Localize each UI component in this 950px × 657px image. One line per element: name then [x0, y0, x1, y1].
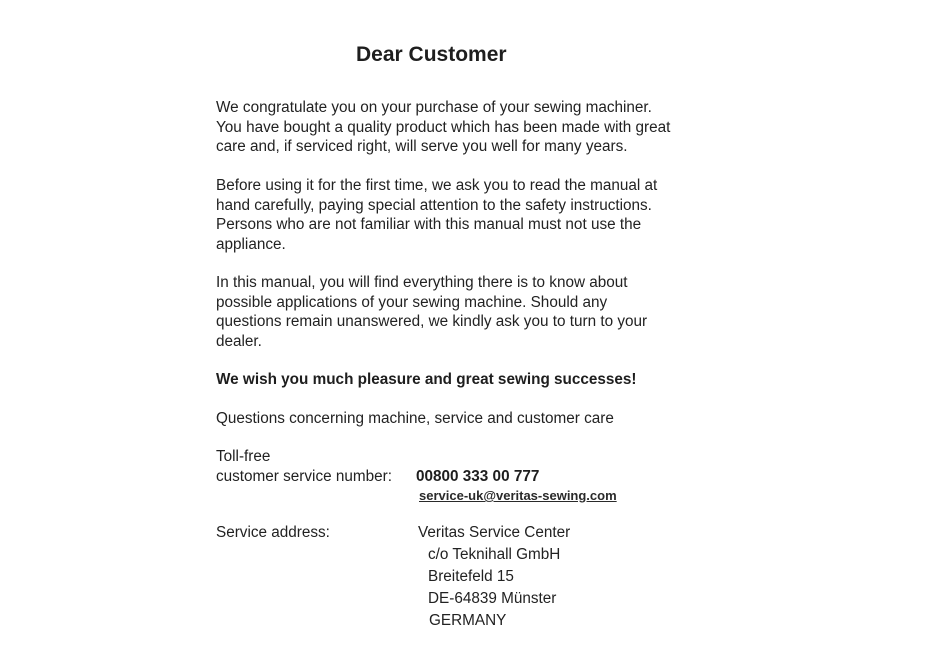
paragraph-line: Persons who are not familiar with this manual must not use the — [216, 216, 642, 233]
paragraph-line: Before using it for the first time, we ask you to read the manual at — [216, 177, 658, 194]
paragraph-line: In this manual, you will find everything there is to know about — [216, 274, 628, 291]
address-line: c/o Teknihall GmbH — [428, 546, 561, 563]
paragraph-line: possible applications of your sewing machine. Should any — [216, 293, 608, 311]
paragraph-line: We congratulate you on your purchase of your sewing machiner. — [216, 99, 652, 116]
paragraph-line: You have bought a quality product which has been made with great — [216, 118, 671, 136]
manual-instructions-paragraph — [216, 176, 726, 254]
intro-paragraph — [216, 98, 726, 157]
paragraph-line: questions remain unanswered, we kindly ask you to turn to your — [216, 313, 648, 330]
page-title: Dear Customer — [356, 43, 507, 66]
paragraph-line: dealer. — [216, 332, 262, 350]
wish-statement: We wish you much pleasure and great sewing successes! — [216, 371, 637, 388]
service-number-label: customer service number: — [216, 468, 392, 485]
toll-free-label: Toll-free — [216, 448, 271, 465]
paragraph-line: appliance. — [216, 235, 286, 253]
address-line: DE-64839 Münster — [428, 590, 557, 607]
paragraph-line: hand carefully, paying special attention to the safety instructions. — [216, 196, 652, 214]
manual-contents-paragraph — [216, 273, 726, 351]
service-address-label: Service address: — [216, 524, 330, 541]
address-line: Veritas Service Center — [418, 524, 571, 541]
address-line: Breitefeld 15 — [428, 568, 514, 585]
questions-heading: Questions concerning machine, service and customer care — [216, 410, 614, 427]
paragraph-line: care and, if serviced right, will serve you well for many years. — [216, 138, 628, 155]
service-phone-number: 00800 333 00 777 — [416, 468, 540, 485]
service-email-link[interactable]: service-uk@veritas-sewing.com — [419, 488, 617, 503]
address-line: GERMANY — [429, 612, 507, 629]
